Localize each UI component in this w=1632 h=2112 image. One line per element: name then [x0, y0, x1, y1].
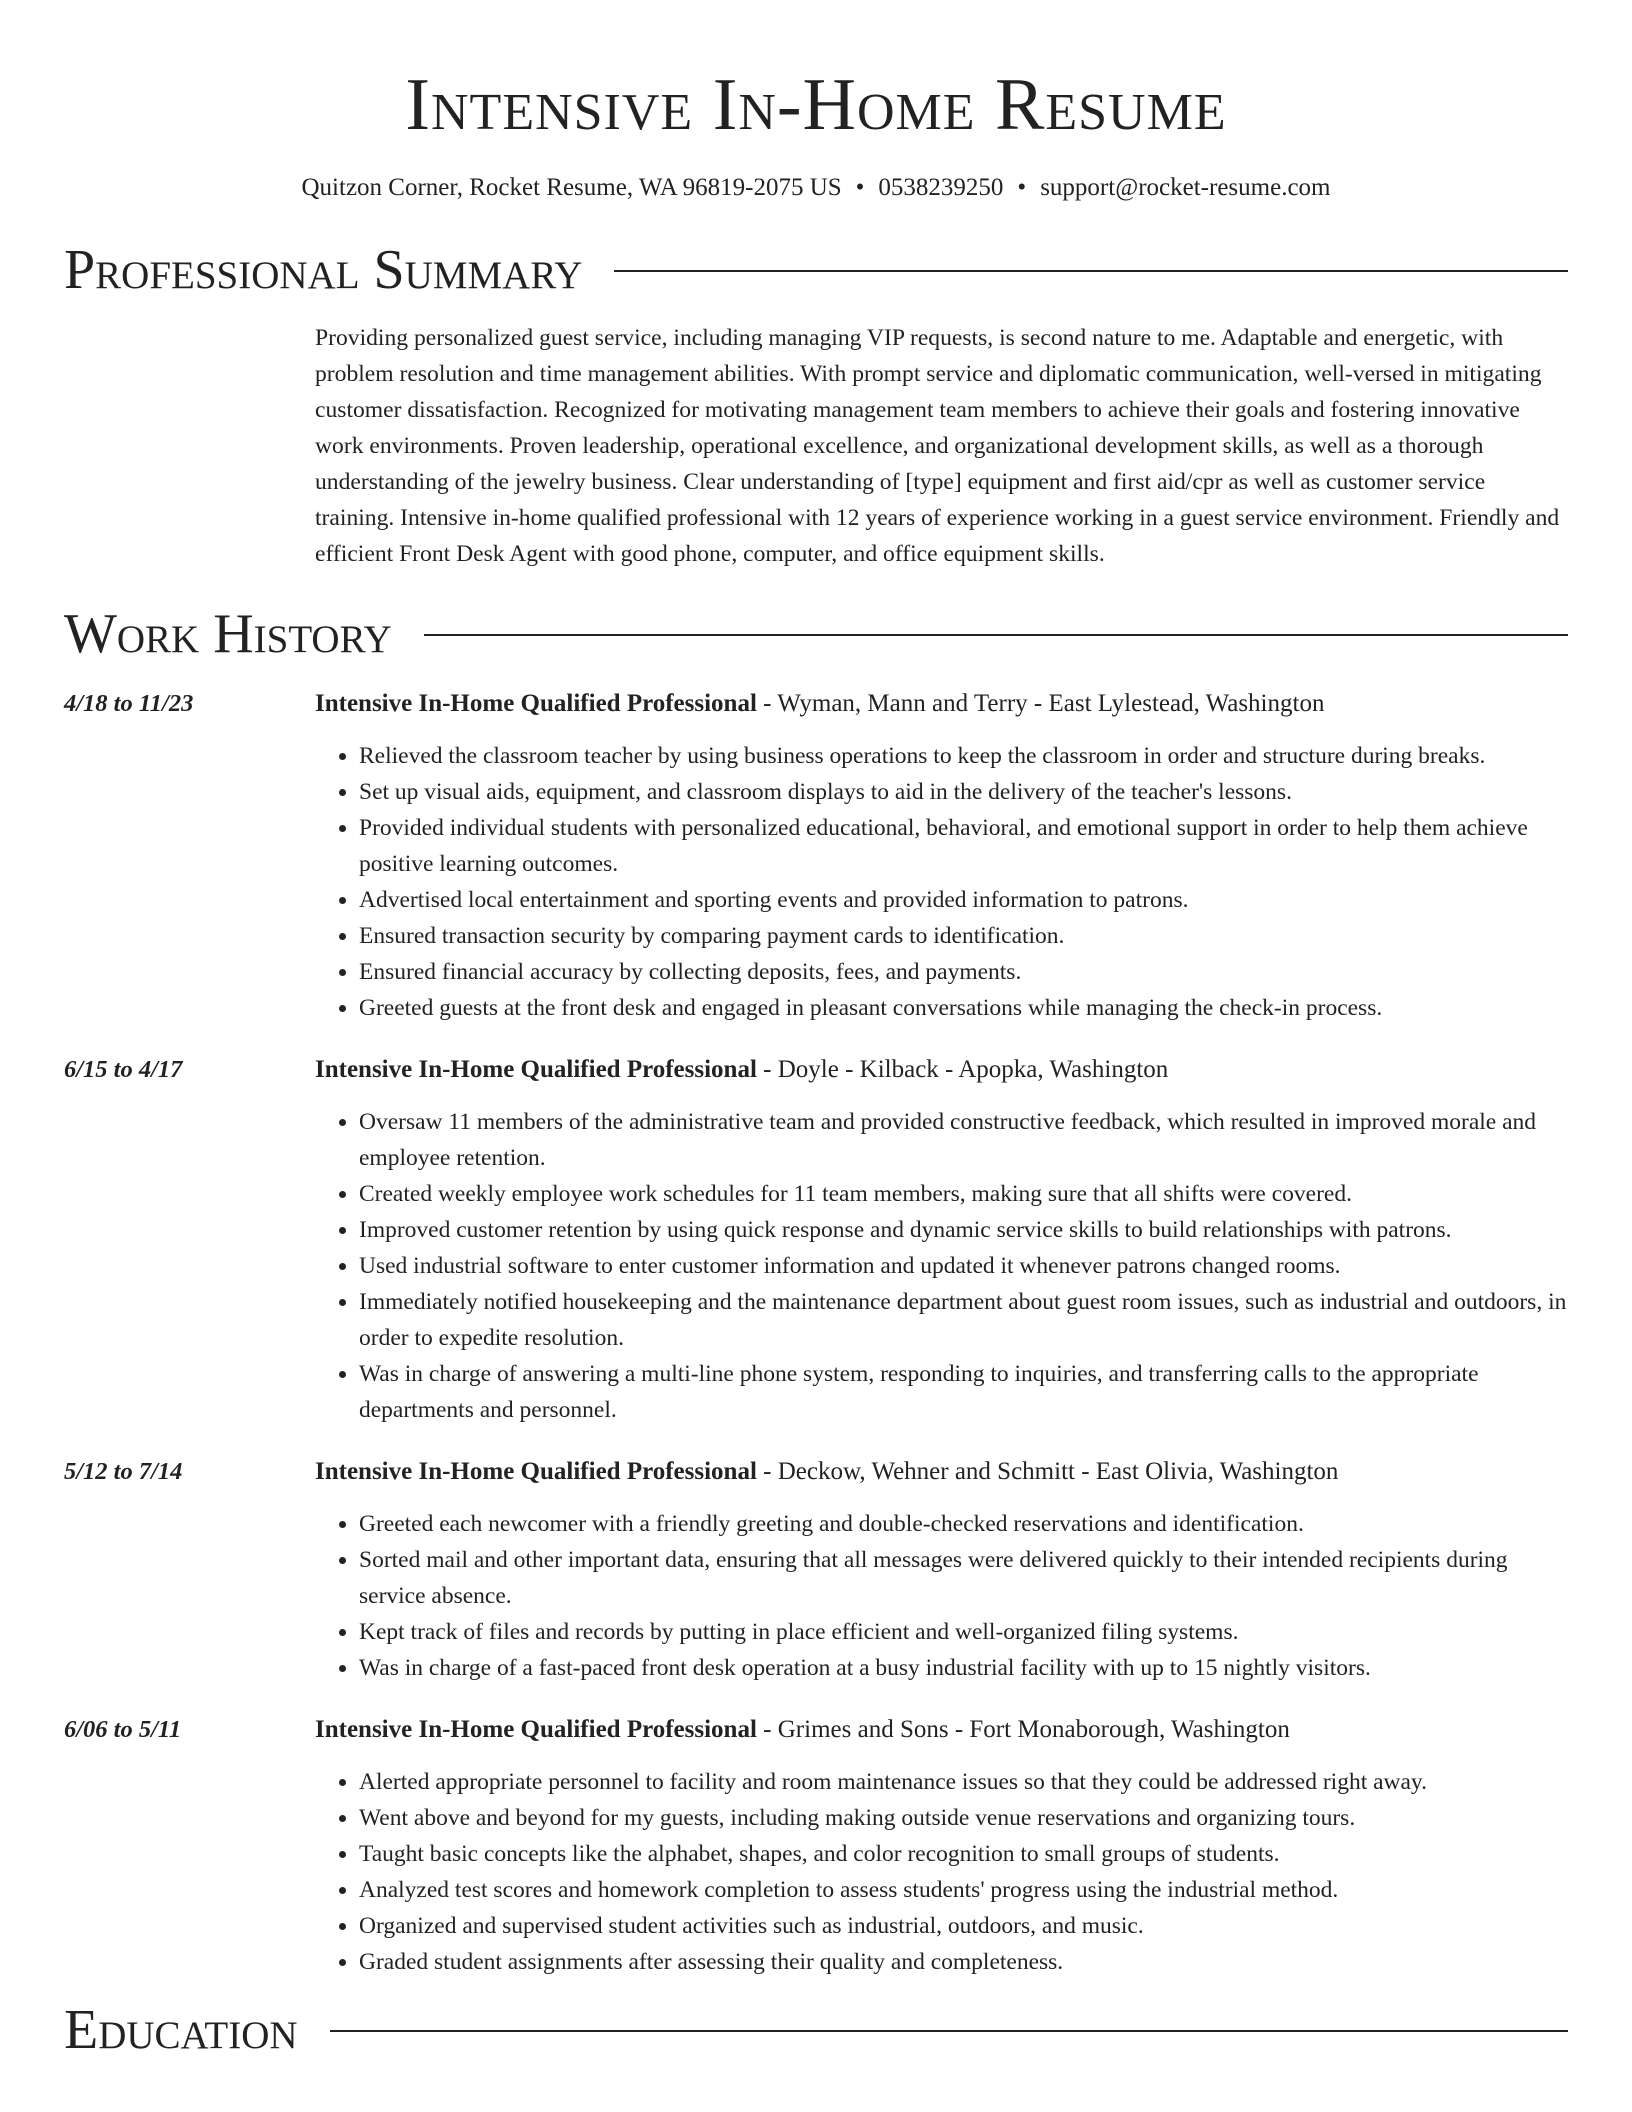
job-dates: 6/06 to 5/11 — [64, 1716, 182, 1743]
summary-section-title: Professional Summary — [64, 239, 583, 301]
job-employer-location: - Wyman, Mann and Terry - East Lylestead, Washington — [756, 690, 1325, 717]
contact-line — [64, 172, 1568, 204]
contact-address: Quitzon Corner, Rocket Resume, WA 96819-2075 US — [301, 174, 842, 201]
job-bullet-list — [315, 1764, 1568, 1980]
job-bullet: • Was in charge of a fast-paced front desk operation at a busy industrial facility with up to 15 nightly visitors. — [359, 1650, 1568, 1686]
job-bullet: • Immediately notified housekeeping and the maintenance department about guest room issues, such as industrial and outdoors, in order to expedite resolution. — [359, 1284, 1568, 1356]
job-bullet-list — [315, 738, 1568, 1026]
job-heading — [315, 1712, 1568, 1748]
job-employer-location: - Grimes and Sons - Fort Monaborough, Washington — [756, 1716, 1290, 1743]
job-title: Intensive In-Home Qualified Professional — [315, 1458, 757, 1485]
job-bullet: • Organized and supervised student activities such as industrial, outdoors, and music. — [359, 1908, 1568, 1944]
job-bullet: • Created weekly employee work schedules for 11 team members, making sure that all shifts were covered. — [359, 1176, 1568, 1212]
job-bullet: • Used industrial software to enter customer information and updated it whenever patrons changed rooms. — [359, 1248, 1568, 1284]
job-bullet: • Ensured transaction security by comparing payment cards to identification. — [359, 918, 1568, 954]
job-employer-location: - Deckow, Wehner and Schmitt - East Olivia, Washington — [756, 1458, 1339, 1485]
job-bullet: • Went above and beyond for my guests, including making outside venue reservations and organizing tours. — [359, 1800, 1568, 1836]
contact-phone: 0538239250 — [878, 174, 1004, 201]
section-divider — [330, 2030, 1568, 2032]
resume-name: Intensive In-Home Resume — [405, 64, 1227, 146]
summary-section-header — [64, 238, 1568, 302]
job-heading — [315, 1454, 1568, 1490]
job-bullet: • Relieved the classroom teacher by using business operations to keep the classroom in order and structure during breaks. — [359, 738, 1568, 774]
job-bullet: • Kept track of files and records by putting in place efficient and well-organized filing systems. — [359, 1614, 1568, 1650]
job-bullet: • Sorted mail and other important data, ensuring that all messages were delivered quickly to their intended recipients during service absence. — [359, 1542, 1568, 1614]
work-section-title: Work History — [64, 603, 392, 665]
job-bullet: • Was in charge of answering a multi-line phone system, responding to inquiries, and transferring calls to the appropriate departments and personnel. — [359, 1356, 1568, 1428]
section-divider — [614, 270, 1568, 272]
job-bullet: • Advertised local entertainment and sporting events and provided information to patrons. — [359, 882, 1568, 918]
resume-header — [64, 0, 1568, 204]
job-dates: 6/15 to 4/17 — [64, 1056, 183, 1083]
job-bullet: • Ensured financial accuracy by collecting deposits, fees, and payments. — [359, 954, 1568, 990]
job-bullet: • Oversaw 11 members of the administrative team and provided constructive feedback, which resulted in improved morale and employee retention. — [359, 1104, 1568, 1176]
summary-text: Providing personalized guest service, including managing VIP requests, is second nature to me. Adaptable and energetic, with problem resolution and time management abilities. With prompt service and diplomatic communication, well-versed in mitigating customer dissatisfaction. Recognized for motivating management team members to achieve their goals and fostering innovative work environments. Proven leadership, operational excellence, and organizational development skills, as well as a thorough understanding of the jewelry business. Clear understanding of [type] equipment and first aid/cpr as well as customer service training. Intensive in-home qualified professional with 12 years of experience working in a guest service environment. Friendly and efficient Front Desk Agent with good phone, computer, and office equipment skills. — [315, 325, 1560, 567]
job-entry — [64, 1712, 1568, 1980]
job-body — [315, 1052, 1568, 1428]
job-body — [315, 1454, 1568, 1686]
contact-separator: • — [1017, 174, 1027, 201]
job-bullet-list — [315, 1506, 1568, 1686]
job-bullet: • Analyzed test scores and homework completion to assess students' progress using the industrial method. — [359, 1872, 1568, 1908]
job-body — [315, 1712, 1568, 1980]
job-bullet: • Alerted appropriate personnel to facility and room maintenance issues so that they could be addressed right away. — [359, 1764, 1568, 1800]
work-section-header — [64, 602, 1568, 666]
job-bullet: • Greeted guests at the front desk and engaged in pleasant conversations while managing the check-in process. — [359, 990, 1568, 1026]
job-bullet: • Improved customer retention by using quick response and dynamic service skills to build relationships with patrons. — [359, 1212, 1568, 1248]
job-heading — [315, 1052, 1568, 1088]
job-title: Intensive In-Home Qualified Professional — [315, 690, 757, 717]
job-body — [315, 686, 1568, 1026]
job-bullet-list — [315, 1104, 1568, 1428]
job-bullet: • Provided individual students with personalized educational, behavioral, and emotional support in order to help them achieve positive learning outcomes. — [359, 810, 1568, 882]
job-bullet: • Graded student assignments after assessing their quality and completeness. — [359, 1944, 1568, 1980]
section-divider — [424, 634, 1568, 636]
education-section-header — [64, 1998, 1568, 2062]
contact-email: support@rocket-resume.com — [1040, 174, 1331, 201]
job-title: Intensive In-Home Qualified Professional — [315, 1056, 757, 1083]
job-dates: 5/12 to 7/14 — [64, 1458, 183, 1485]
job-entry — [64, 1052, 1568, 1428]
job-title: Intensive In-Home Qualified Professional — [315, 1716, 757, 1743]
contact-separator: • — [855, 174, 865, 201]
job-bullet: • Set up visual aids, equipment, and classroom displays to aid in the delivery of the teacher's lessons. — [359, 774, 1568, 810]
job-bullet: • Taught basic concepts like the alphabet, shapes, and color recognition to small groups of students. — [359, 1836, 1568, 1872]
job-entry — [64, 686, 1568, 1026]
job-heading — [315, 686, 1568, 722]
work-history-list — [64, 686, 1568, 1980]
job-employer-location: - Doyle - Kilback - Apopka, Washington — [756, 1056, 1169, 1083]
job-entry — [64, 1454, 1568, 1686]
education-section-title: Education — [64, 1999, 298, 2061]
job-dates: 4/18 to 11/23 — [64, 690, 194, 717]
job-bullet: • Greeted each newcomer with a friendly greeting and double-checked reservations and identification. — [359, 1506, 1568, 1542]
